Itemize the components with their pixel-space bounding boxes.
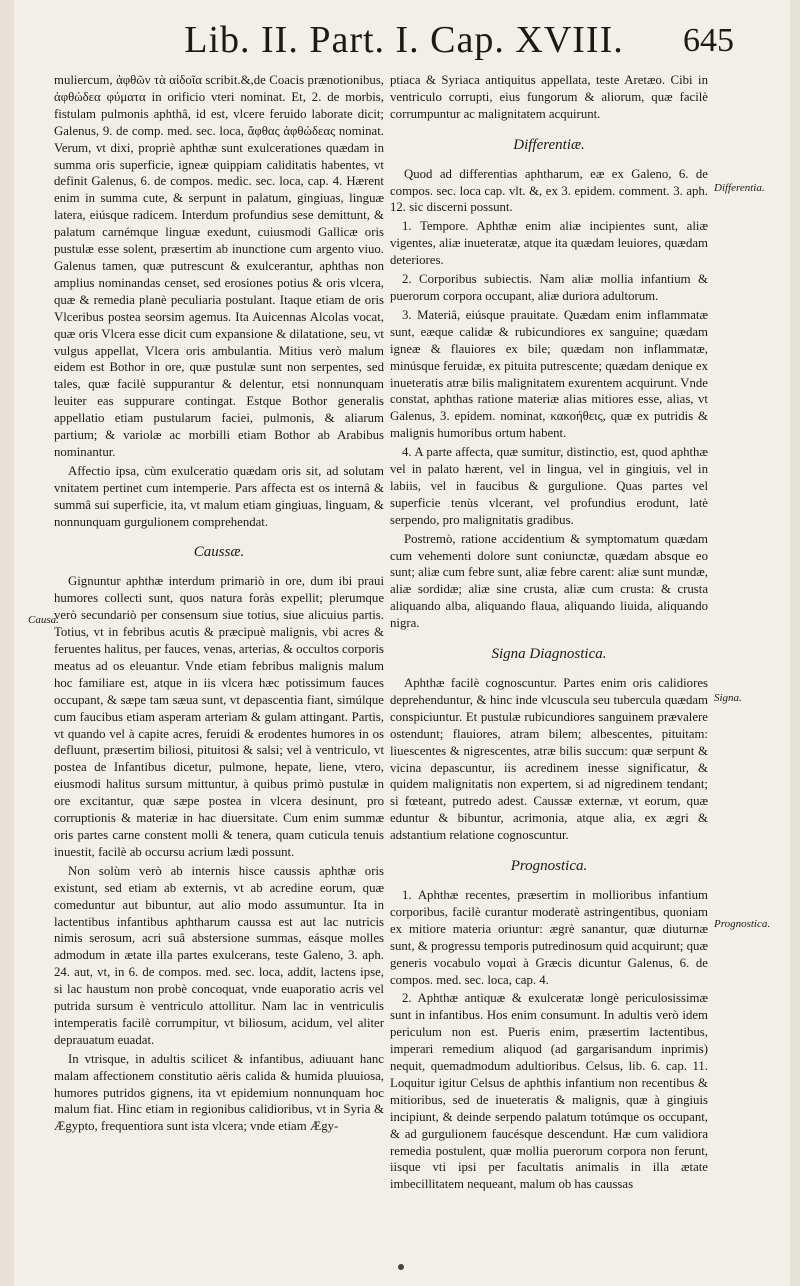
section-heading-differentiae: Differentiæ. [513, 136, 585, 153]
list-item: 2. Aphthæ antiquæ & exulceratæ longè periculosissimæ sunt in infantibus. Hos enim consumunt. In adultis verò idem periculum non est. Pueris enim, præsertim lactentibus, imperari remedium aliquod (ad gargarisandum inprimis) nequit, quemadmodum adultioribus. Celsus, lib. 6. cap. 11. Loquitur igitur Celsus de aphthis infantium non recentibus & mitioribus, sed de inueteratis & malignis, quæ à gingiuis incipiunt, & deinde serpendo palatum totúmque os occupant, & ad gurgulionem faucésque descendunt. Hæ cum validiora remedia postulent, quæ mollia puerorum corpora non ferunt, iisque vti ipsi per facultatis animalis in illa ætate imbecillitatem nequeant, malum ob has caussas [390, 991, 708, 1192]
margin-note-prognostica: Prognostica. [714, 918, 771, 930]
paragraph: Aphthæ facilè cognoscuntur. Partes enim oris calidiores deprehenduntur, & hinc inde vlcuscula seu tubercula quædam conspiciuntur. Et pustulæ rubicundiores sanguinem prævalere ostendunt; flauiores, atram bilem; albescentes, pituitam: liuescentes & nigrescentes, atræ bilis succum: quæ serpunt & vicina depascuntur, iis acredinem inesse significatur, & quidem malignitatis non expertem, si ad nigredinem tendant; si fœteant, putredo adest. Caussæ externæ, vt eorum, quæ eduntur & bibuntur, acrimonia, atque alia, ex ægri & adstantium relatione cognoscuntur. [390, 676, 708, 843]
paragraph: Gignuntur aphthæ interdum primariò in ore, dum ibi praui humores collecti sunt, quos natura foràs expellit; plerumque verò secundariò per consensum siue totius, siue alicuius partis. Totius, vt in febribus acutis & præcipuè malignis, vbi acres & feruentes halitus, per fauces, venas, arterias, & occultos corporis meatus ad os eleuantur. Vnde etiam febribus malignis malum hoc familiare est, atque in iis vlcera hæc potissimum fauces occupant, & sæpe tam sæua sunt, vt depascentia fiant, simúlque cum faucibus etiam asperam arteriam & gulam attingant. Partis, vt quando vel à capite acres, feruidi & erodentes humores in os defluunt, præsertim biliosi, pituitosi & salsi; vel à ventriculo, vt postea de Infantibus dicetur, pulmone, hepate, liene, vtero, eiusmodi halitus sursum mittuntur, à quibus primò pustulæ in ore excitantur, quæ sæpe postea in vlcera desinunt, pro corruptionis & materiæ in hac diuersitate. Cum enim summæ oris partes carne constent molli & tenera, quam cuticula tenuis inuestit, facilè ab occursu acrium lædi possunt. [54, 574, 384, 859]
paragraph: Affectio ipsa, cùm exulceratio quædam oris sit, ad solutam vnitatem pertinet cum intemperie. Pars affecta est os internâ & summâ sui superficie, ita, vt malum etiam gingiuas, linguam, & nonnunquam gurgulionem comprehendat. [54, 463, 384, 529]
section-heading-prognostica: Prognostica. [510, 858, 588, 875]
list-item: 3. Materiâ, eiúsque prauitate. Quædam enim inflammatæ sunt, eæque calidæ & rubicundiores ex sanguine; quædam igneæ & flauiores ex bile; quædam non inflammatæ, minúsque feruidæ, ex pituita putrescente; quædam denique ex inueteratis atræ bilis malignitatem exurentem acquirunt. Vnde constat, aphthas ratione materiæ alias mitiores esse, alias, vt Galenus, 3. epidem. nominat, κακοήθεις, quæ ex putridis & malignis humoribus ortum habent. [390, 307, 708, 441]
list-item: 1. Tempore. Aphthæ enim aliæ incipientes sunt, aliæ vigentes, aliæ inueteratæ, atque ita quædam leuiores, quædam deteriores. [390, 219, 708, 268]
paragraph: muliercum, ἀφθῶν τὰ αἰδοῖα scribit.&,de Coacis prænotionibus, ἀφθώδεα φύματα in orificio vteri nominat. Et, 2. de morbis, fistulam pulmonis aphthâ, id est, vlcere feruido laborate dicit; Galenus, 9. de comp. med. sec. loca, ἄφθας ἀφθώδεας nominat. Verum, vt dixi, propriè aphthæ sunt exulcerationes quædam in summa oris superficie, igneæ quippiam caliditatis habentes, vt definit Galenus, 6. de compos. medic. sec. loca, cap. 4. Hærent enim in summa cute, & serpunt in palatum, gingiuas, linguæ latera, eiúsque radicem. Interdum profundius sese demittunt, & palatum carnémque linguæ exedunt, cuiusmodi Gallicæ oris pustulæ esse solent, præsertim ab inunctione cum argento viuo. Galenus tamen, quæ putrescunt & exulcerantur, aphthas non amplius nominandas censet, sed erosiones potius & oris vlcera, quæ & remedia planè peculiaria postulant. Itaque etiam de oris Vlceribus postea seorsim agemus. Ita Auicennas Alcolas vocat, quæ oris Vlcera esse dicit cum expansione & dilatatione, seu, vt vulgus appellat, Vlcera oris ambulantia. Mitius verò malum eidem est Bothor in ore, quæ pustulæ sunt non serpentes, sed tales, quæ facilè suppurantur & delentur, etsi nonnunquam leuiter eas suppurare contingat. Estque Bothor generalis appellatio etiam pustularum faciei, pulmonis, & aliarum partium; & variolæ ac morbilli etiam Bothor ab Arabibus nominantur. [54, 73, 384, 459]
list-item: 4. A parte affecta, quæ sumitur, distinctio, est, quod aphthæ vel in palato hærent, vel in lingua, vel in gingiuis, vel in labiis, vel in faucibus & gurgulione. Quas partes vel superficie tenùs vlcerant, vel profundius erodunt, latè serpendo, pro malignitatis gradibus. [390, 445, 708, 527]
margin-note-differentia: Differentia. [714, 182, 765, 194]
margin-note-signa: Signa. [714, 692, 742, 704]
paragraph: Quod ad differentias aphtharum, eæ ex Galeno, 6. de compos. sec. loca cap. vlt. &, ex 3. epidem. comment. 3. aph. 12. sic discerni possunt. [390, 166, 708, 215]
section-heading-signa: Signa Diagnostica. [491, 646, 607, 663]
paragraph: Postremò, ratione accidentium & symptomatum quædam cum vehementi dolore sunt coniunctæ, quædam absque eo sunt; aliæ cum febre sunt, aliæ febre carent: aliæ sunt mundæ, aliæ sordidæ; aliæ sine crusta, aliæ cum crusta: & crusta aliquando alba, aliquando flaua, aliquando liuida, aliquando nigra. [390, 531, 708, 631]
page-number: 645 [683, 22, 734, 59]
paragraph: In vtrisque, in adultis scilicet & infantibus, adiuuant hanc malam affectionem constitutio aëris calida & humida pluuiosa, humores putridos gignens, ita vt epidemium nonnunquam hoc malum fiat. Hinc etiam in regionibus calidioribus, vt in Syria & Ægypto, frequentiora sunt ista vlcera; vnde etiam Ægy- [54, 1051, 384, 1134]
section-heading-causae: Caussæ. [193, 544, 245, 561]
list-item: 1. Aphthæ recentes, præsertim in mollioribus infantium corporibus, facilè curantur moderatè astringentibus, quoniam ex mitiore materia oriuntur: ægrè sanantur, quæ diuturnæ sunt, & progressu temporis putredinosum quid acquirunt; quæ generis vocabulo νομαὶ à Græcis dicuntur Galenus, 6. de compos. med. sec. loca, cap. 4. [390, 887, 708, 987]
paragraph: Non solùm verò ab internis hisce caussis aphthæ oris existunt, sed etiam ab externis, vt ab acredine eorum, quæ comeduntur aut bibuntur, aut alio modo assumuntur. Ita in lactentibus infantibus aphtharum caussa est aut lac nutricis nimis serosum, acri suâ abstersione summas, eásque molles admodum in ætate illa partes exulcerans, teste Galeno, 3. aph. 24. aut, vt, in 6. de compos. med. sec. loca, addit, lactens ipse, si lac haustum non probè concoquat, vnde euaporatio acris vel putrida sursum è ventriculo attollitur. Nam lac in ventriculis intemperatis facilè corrumpitur, vt biliosum, acidum, vel aliter deprauatum euadat. [54, 863, 384, 1047]
running-title: Lib. II. Part. I. Cap. XVIII. [184, 19, 624, 61]
margin-note-causa: Causa. [28, 614, 59, 626]
page-ornament [398, 1264, 404, 1270]
book-page [14, 0, 790, 1286]
left-column [54, 72, 384, 1272]
list-item: 2. Corporibus subiectis. Nam aliæ mollia infantium & puerorum corpora occupant, aliæ duriora adultorum. [390, 272, 708, 303]
page-header [14, 12, 790, 64]
right-column [390, 72, 708, 1272]
paragraph: ptiaca & Syriaca antiquitus appellata, teste Aretæo. Cibi in ventriculo corrupti, eius fungorum & aliorum, quæ facilè corrumpuntur ac malignitatem acquirunt. [390, 73, 708, 121]
